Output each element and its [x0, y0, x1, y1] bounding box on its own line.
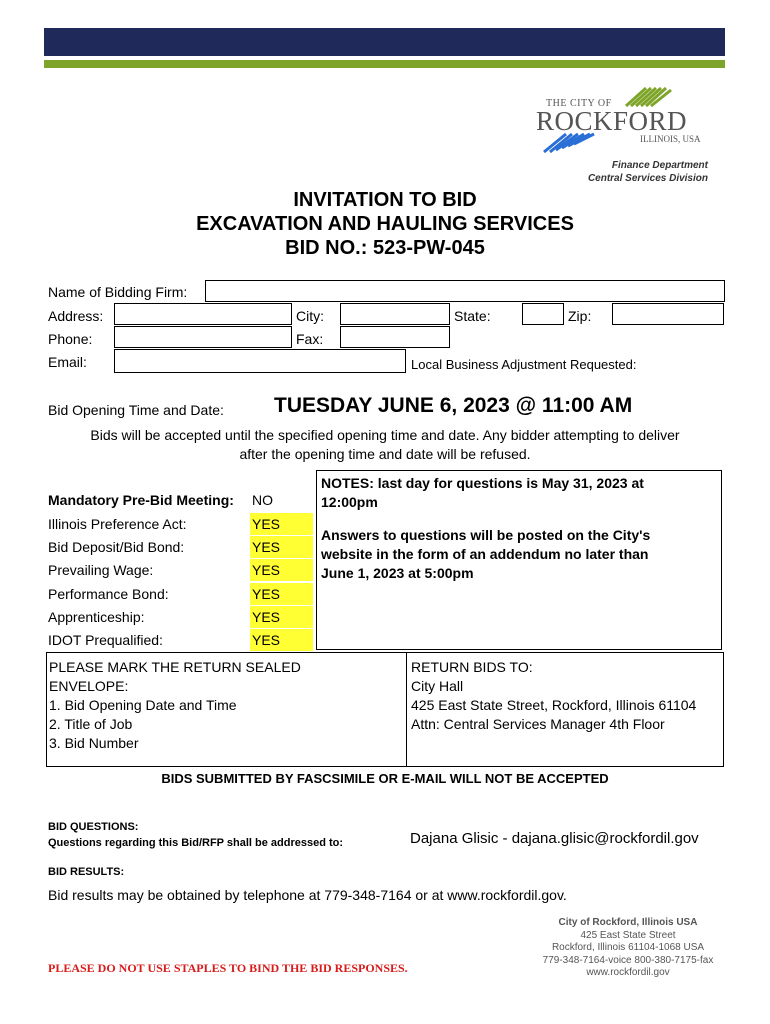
phone-field[interactable]: [114, 326, 292, 348]
footer-city: City of Rockford, Illinois USA: [558, 917, 698, 928]
bid-number: BID NO.: 523-PW-045: [285, 237, 485, 259]
firm-label: Name of Bidding Firm:: [48, 284, 188, 300]
results-text: Bid results may be obtained by telephone at 779-348-7164 or at www.rockfordil.gov.: [48, 887, 567, 903]
return-box: [46, 652, 724, 767]
bid-notice-line2: after the opening time and date will be refused.: [239, 446, 531, 462]
req-value-performance: YES: [250, 583, 313, 605]
return-mark-line4: 2. Title of Job: [49, 716, 133, 732]
req-label-apprentice: Apprenticeship:: [48, 609, 145, 625]
fax-label: Fax:: [296, 331, 324, 347]
footer-phone: 779-348-7164-voice 800-380-7175-fax: [542, 954, 714, 966]
division-name: Central Services Division: [587, 173, 708, 184]
bid-opening-datetime: TUESDAY JUNE 6, 2023 @ 11:00 AM: [274, 394, 633, 417]
return-mark-line5: 3. Bid Number: [49, 735, 139, 751]
footer-zip: Rockford, Illinois 61104-1068 USA: [551, 942, 705, 953]
return-mark-line3: 1. Bid Opening Date and Time: [49, 697, 237, 713]
questions-contact: Dajana Glisic - dajana.glisic@rockfordil.gov: [410, 830, 699, 847]
project-title: EXCAVATION AND HAULING SERVICES: [196, 213, 574, 235]
city-field[interactable]: [340, 303, 450, 325]
notes-line4: website in the form of an addendum no later than: [321, 546, 649, 562]
address-label: Address:: [48, 308, 104, 324]
req-value-wage: YES: [250, 559, 313, 581]
department-name: Finance Department: [611, 160, 708, 171]
req-value-prebid: NO: [252, 492, 273, 508]
state-field[interactable]: [522, 303, 564, 325]
req-label-prebid: Mandatory Pre-Bid Meeting:: [48, 492, 234, 508]
req-value-preference: YES: [250, 513, 313, 535]
req-value-idot: YES: [250, 629, 313, 651]
notes-box: [316, 470, 722, 650]
footer-web: www.rockfordil.gov: [586, 967, 670, 978]
footer-address: [518, 917, 738, 980]
firm-field[interactable]: [205, 280, 725, 302]
req-label-wage: Prevailing Wage:: [48, 562, 154, 578]
local-adjust-label: Local Business Adjustment Requested:: [411, 357, 637, 372]
city-logo: [536, 86, 716, 156]
email-field[interactable]: [114, 349, 406, 373]
address-field[interactable]: [114, 303, 292, 325]
footer-street: 425 East State Street: [580, 929, 676, 941]
results-heading: BID RESULTS:: [48, 866, 125, 878]
email-label: Email:: [48, 354, 87, 370]
fax-field[interactable]: [340, 326, 450, 348]
notes-line3: Answers to questions will be posted on the City's: [321, 527, 651, 543]
logo-small-text: THE CITY OF: [546, 98, 612, 109]
req-label-idot: IDOT Prequalified:: [48, 632, 163, 648]
bid-notice-line1: Bids will be accepted until the specified opening time and date. Any bidder attempting to deliver: [90, 427, 680, 443]
return-mark-line2: ENVELOPE:: [49, 678, 129, 694]
questions-sub: Questions regarding this Bid/RFP shall be addressed to:: [48, 837, 344, 849]
staples-warning: PLEASE DO NOT USE STAPLES TO BIND THE BID RESPONSES.: [48, 961, 408, 975]
return-to-block: [411, 658, 696, 734]
header-green-band: [44, 60, 725, 68]
req-label-performance: Performance Bond:: [48, 586, 169, 602]
page-title: INVITATION TO BID: [293, 189, 477, 211]
req-label-bond: Bid Deposit/Bid Bond:: [48, 539, 185, 555]
zip-field[interactable]: [612, 303, 724, 325]
return-mark-block: [49, 658, 301, 753]
return-to-line3: 425 East State Street, Rockford, Illinois 61104: [411, 697, 697, 713]
return-to-line4: Attn: Central Services Manager 4th Floor: [411, 716, 665, 732]
state-label: State:: [454, 308, 491, 324]
return-to-line1: RETURN BIDS TO:: [411, 659, 533, 675]
logo-state-text: ILLINOIS, USA: [640, 134, 701, 144]
req-label-preference: Illinois Preference Act:: [48, 516, 187, 532]
notes-line5: June 1, 2023 at 5:00pm: [321, 565, 474, 581]
zip-label: Zip:: [568, 308, 592, 324]
questions-heading: BID QUESTIONS:: [48, 821, 139, 833]
notes-line2: 12:00pm: [321, 494, 378, 510]
logo-main-text: ROCKFORD: [536, 106, 688, 136]
req-value-apprentice: YES: [250, 606, 313, 628]
department-block: [588, 159, 708, 185]
return-divider: [406, 653, 407, 766]
city-label: City:: [296, 308, 324, 324]
notes-line1: NOTES: last day for questions is May 31, 2023 at: [321, 475, 644, 491]
fax-notice: BIDS SUBMITTED BY FASCSIMILE OR E-MAIL WILL NOT BE ACCEPTED: [161, 771, 609, 786]
bid-opening-label: Bid Opening Time and Date:: [48, 402, 224, 418]
return-to-line2: City Hall: [411, 678, 464, 694]
return-mark-line1: PLEASE MARK THE RETURN SEALED: [49, 659, 301, 675]
phone-label: Phone:: [48, 331, 93, 347]
req-value-bond: YES: [250, 536, 313, 558]
header-navy-band: [44, 28, 725, 56]
